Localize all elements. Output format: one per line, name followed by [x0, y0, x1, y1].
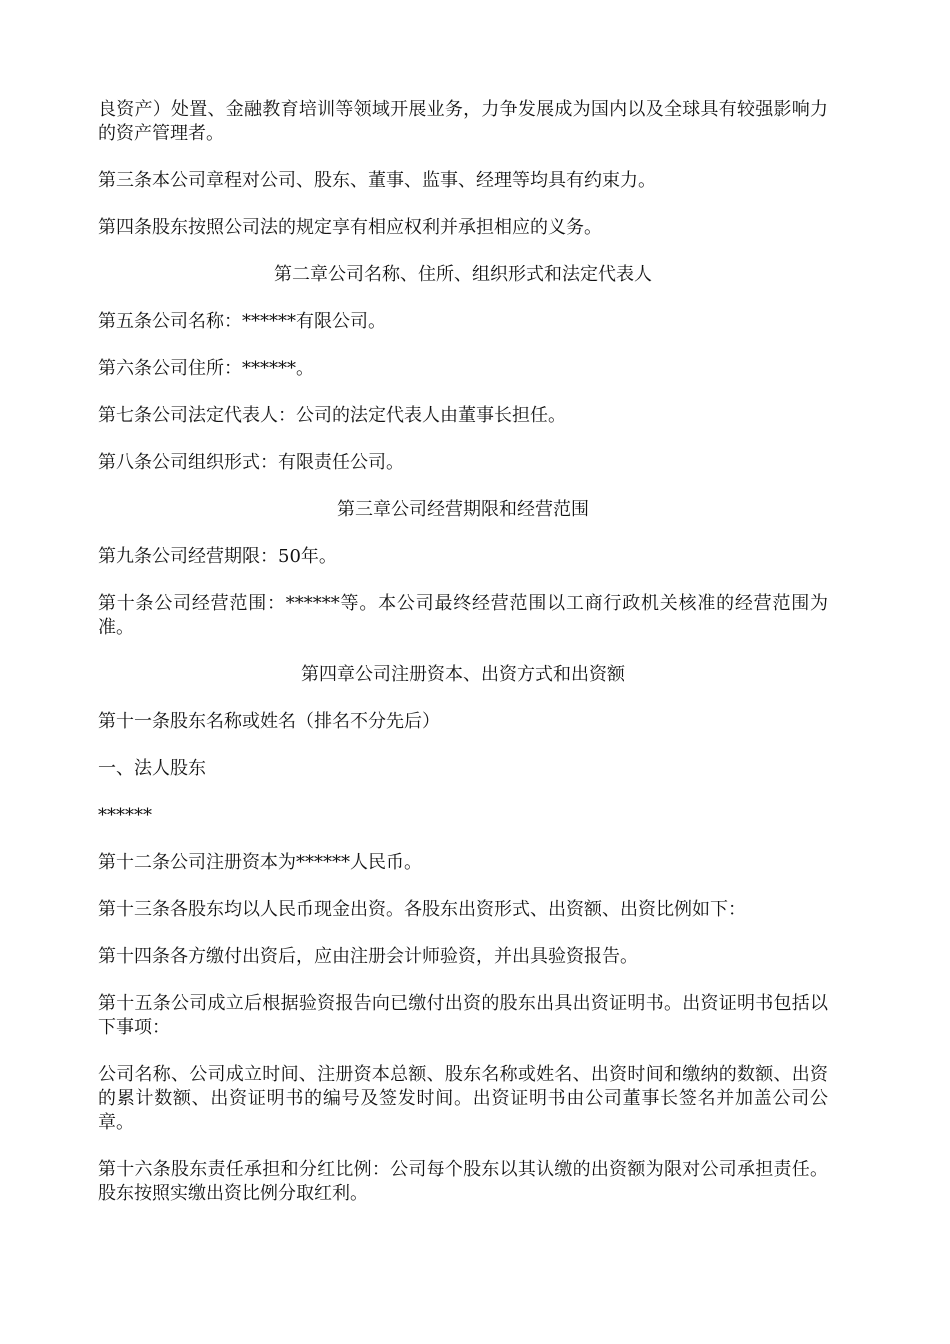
article-3: 第三条本公司章程对公司、股东、董事、监事、经理等均具有约束力。: [98, 170, 656, 191]
chapter-2-heading: 第二章公司名称、住所、组织形式和法定代表人: [274, 264, 652, 285]
article-14: 第十四条各方缴付出资后，应由注册会计师验资，并出具验资报告。: [98, 946, 638, 967]
chapter-4-heading: 第四章公司注册资本、出资方式和出资额: [301, 664, 625, 685]
paragraph-intro-continuation: 良资产）处置、金融教育培训等领域开展业务，力争发展成为国内以及全球具有较强影响力的资产管理者。: [98, 99, 828, 144]
article-11: 第十一条股东名称或姓名（排名不分先后）: [98, 711, 440, 732]
article-9: 第九条公司经营期限：50年。: [98, 546, 337, 567]
article-5: 第五条公司名称：******有限公司。: [98, 311, 386, 332]
article-4: 第四条股东按照公司法的规定享有相应权利并承担相应的义务。: [98, 217, 602, 238]
article-10: 第十条公司经营范围：******等。本公司最终经营范围以工商行政机关核准的经营范围为准。: [98, 593, 828, 638]
article-13: 第十三条各股东均以人民币现金出资。各股东出资形式、出资额、出资比例如下：: [98, 899, 746, 920]
article-15: 第十五条公司成立后根据验资报告向已缴付出资的股东出具出资证明书。出资证明书包括以下事项：: [98, 993, 828, 1038]
article-6: 第六条公司住所：******。: [98, 358, 314, 379]
document-page: [98, 98, 828, 1229]
article-16: 第十六条股东责任承担和分红比例：公司每个股东以其认缴的出资额为限对公司承担责任。股东按照实缴出资比例分取红利。: [98, 1159, 828, 1204]
article-7: 第七条公司法定代表人：公司的法定代表人由董事长担任。: [98, 405, 566, 426]
article-8: 第八条公司组织形式：有限责任公司。: [98, 452, 404, 473]
chapter-3-heading: 第三章公司经营期限和经营范围: [337, 499, 589, 520]
article-15-items: 公司名称、公司成立时间、注册资本总额、股东名称或姓名、出资时间和缴纳的数额、出资的累计数额、出资证明书的编号及签发时间。出资证明书由公司董事长签名并加盖公司公章。: [98, 1064, 828, 1133]
shareholder-name: ******: [98, 805, 152, 826]
shareholder-type-heading: 一、法人股东: [98, 758, 206, 779]
article-12: 第十二条公司注册资本为******人民币。: [98, 852, 422, 873]
